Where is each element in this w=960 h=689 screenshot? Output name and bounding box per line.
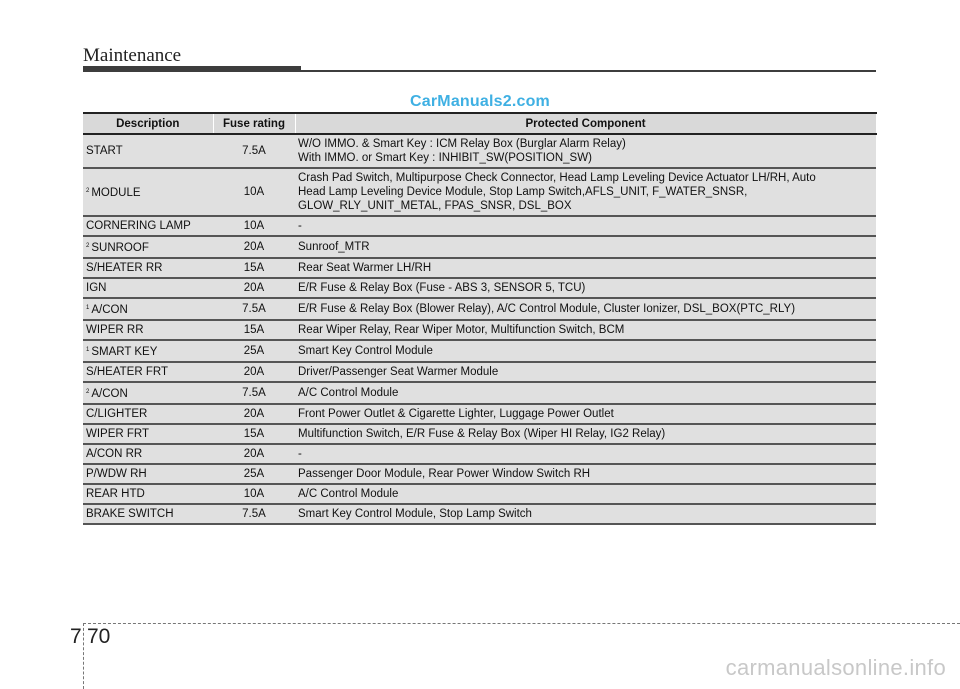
footnote-marker: 2 xyxy=(86,188,90,194)
fuse-rating-cell: 7.5A xyxy=(213,134,295,168)
fuse-description-cell xyxy=(83,464,213,484)
protected-component-cell: A/C Control Module xyxy=(295,484,876,504)
fuse-rating-cell: 10A xyxy=(213,216,295,236)
column-header-fuse-rating: Fuse rating xyxy=(213,113,295,134)
table-row xyxy=(83,320,876,340)
header-rule-thin xyxy=(301,70,876,72)
protected-component-cell: E/R Fuse & Relay Box (Fuse - ABS 3, SENSOR 5, TCU) xyxy=(295,278,876,298)
table-row xyxy=(83,362,876,382)
table-row xyxy=(83,484,876,504)
table-row xyxy=(83,216,876,236)
fuse-description-cell xyxy=(83,504,213,524)
table-row xyxy=(83,504,876,524)
fuse-description-cell xyxy=(83,216,213,236)
fuse-description-text: MODULE xyxy=(91,187,141,199)
fuse-description-text: S/HEATER RR xyxy=(86,262,163,274)
protected-component-cell: Front Power Outlet & Cigarette Lighter, Luggage Power Outlet xyxy=(295,404,876,424)
fuse-description-cell xyxy=(83,298,213,320)
table-row xyxy=(83,464,876,484)
protected-component-cell: W/O IMMO. & Smart Key : ICM Relay Box (Burglar Alarm Relay) With IMMO. or Smart Key : INHIBIT_SW(POSITION_SW) xyxy=(295,134,876,168)
protected-component-cell: Crash Pad Switch, Multipurpose Check Connector, Head Lamp Leveling Device Actuator LH/RH, Auto Head Lamp Leveling Device Module, Stop Lamp Switch,AFLS_UNIT, F_WATER_SNSR, GLOW_RLY_UNIT_METAL, FPAS_SNSR, DSL_BOX xyxy=(295,168,876,216)
table-row xyxy=(83,382,876,404)
fuse-rating-cell: 10A xyxy=(213,168,295,216)
table-row xyxy=(83,340,876,362)
table-row xyxy=(83,258,876,278)
fuse-table xyxy=(83,112,877,525)
fuse-description-cell xyxy=(83,168,213,216)
chapter-number: 7 xyxy=(70,625,82,648)
page-header-title: Maintenance xyxy=(83,45,182,66)
footnote-marker: 1 xyxy=(86,347,90,353)
fuse-description-text: P/WDW RH xyxy=(86,468,147,480)
table-row xyxy=(83,444,876,464)
fuse-description-text: WIPER FRT xyxy=(86,428,150,440)
fuse-rating-cell: 7.5A xyxy=(213,504,295,524)
fuse-rating-cell: 20A xyxy=(213,362,295,382)
table-row xyxy=(83,278,876,298)
table-row xyxy=(83,424,876,444)
fuse-description-text: SMART KEY xyxy=(91,346,158,358)
fuse-description-cell xyxy=(83,134,213,168)
protected-component-cell: - xyxy=(295,444,876,464)
footer-divider-vertical xyxy=(83,623,84,689)
fuse-rating-cell: 10A xyxy=(213,484,295,504)
table-row xyxy=(83,168,876,216)
fuse-description-cell xyxy=(83,320,213,340)
protected-component-cell: - xyxy=(295,216,876,236)
table-row xyxy=(83,298,876,320)
footer-divider xyxy=(83,623,960,624)
header-rule-thick xyxy=(83,66,301,72)
fuse-rating-cell: 20A xyxy=(213,444,295,464)
fuse-description-cell xyxy=(83,382,213,404)
table-header-row xyxy=(83,113,876,134)
fuse-description-text: BRAKE SWITCH xyxy=(86,508,174,520)
protected-component-cell: Rear Wiper Relay, Rear Wiper Motor, Multifunction Switch, BCM xyxy=(295,320,876,340)
fuse-description-text: A/CON xyxy=(91,388,128,400)
fuse-rating-cell: 25A xyxy=(213,464,295,484)
table-row xyxy=(83,236,876,258)
fuse-rating-cell: 25A xyxy=(213,340,295,362)
table-row xyxy=(83,404,876,424)
fuse-description-cell xyxy=(83,278,213,298)
fuse-rating-cell: 15A xyxy=(213,258,295,278)
protected-component-cell: Sunroof_MTR xyxy=(295,236,876,258)
watermark-footer[interactable]: carmanualsonline.info xyxy=(725,655,946,680)
protected-component-cell: Multifunction Switch, E/R Fuse & Relay Box (Wiper HI Relay, IG2 Relay) xyxy=(295,424,876,444)
fuse-description-text: IGN xyxy=(86,282,107,294)
fuse-rating-cell: 15A xyxy=(213,424,295,444)
protected-component-cell: Driver/Passenger Seat Warmer Module xyxy=(295,362,876,382)
fuse-description-text: A/CON RR xyxy=(86,448,143,460)
fuse-description-text: S/HEATER FRT xyxy=(86,366,168,378)
fuse-description-text: C/LIGHTER xyxy=(86,408,148,420)
fuse-description-text: REAR HTD xyxy=(86,488,145,500)
protected-component-cell: Smart Key Control Module xyxy=(295,340,876,362)
footnote-marker: 2 xyxy=(86,243,90,249)
footnote-marker: 1 xyxy=(86,305,90,311)
protected-component-cell: A/C Control Module xyxy=(295,382,876,404)
fuse-description-cell xyxy=(83,236,213,258)
fuse-rating-cell: 20A xyxy=(213,236,295,258)
fuse-description-cell xyxy=(83,258,213,278)
fuse-table-body xyxy=(83,134,876,524)
fuse-description-cell xyxy=(83,444,213,464)
fuse-description-cell xyxy=(83,484,213,504)
fuse-rating-cell: 20A xyxy=(213,404,295,424)
fuse-description-text: A/CON xyxy=(91,304,128,316)
fuse-rating-cell: 15A xyxy=(213,320,295,340)
protected-component-cell: Passenger Door Module, Rear Power Window Switch RH xyxy=(295,464,876,484)
column-header-description: Description xyxy=(83,113,213,134)
protected-component-cell: Rear Seat Warmer LH/RH xyxy=(295,258,876,278)
fuse-description-text: SUNROOF xyxy=(91,242,149,254)
fuse-rating-cell: 7.5A xyxy=(213,382,295,404)
fuse-description-text: CORNERING LAMP xyxy=(86,220,191,232)
fuse-description-cell xyxy=(83,340,213,362)
protected-component-cell: Smart Key Control Module, Stop Lamp Switch xyxy=(295,504,876,524)
table-row xyxy=(83,134,876,168)
fuse-description-text: START xyxy=(86,145,123,157)
fuse-description-cell xyxy=(83,362,213,382)
column-header-protected-component: Protected Component xyxy=(295,113,876,134)
footnote-marker: 2 xyxy=(86,389,90,395)
protected-component-cell: E/R Fuse & Relay Box (Blower Relay), A/C Control Module, Cluster Ionizer, DSL_BOX(PTC_RLY) xyxy=(295,298,876,320)
fuse-description-cell xyxy=(83,404,213,424)
watermark-link[interactable]: CarManuals2.com xyxy=(410,93,550,110)
fuse-rating-cell: 7.5A xyxy=(213,298,295,320)
fuse-description-text: WIPER RR xyxy=(86,324,144,336)
page-number: 70 xyxy=(87,625,111,648)
fuse-rating-cell: 20A xyxy=(213,278,295,298)
fuse-description-cell xyxy=(83,424,213,444)
